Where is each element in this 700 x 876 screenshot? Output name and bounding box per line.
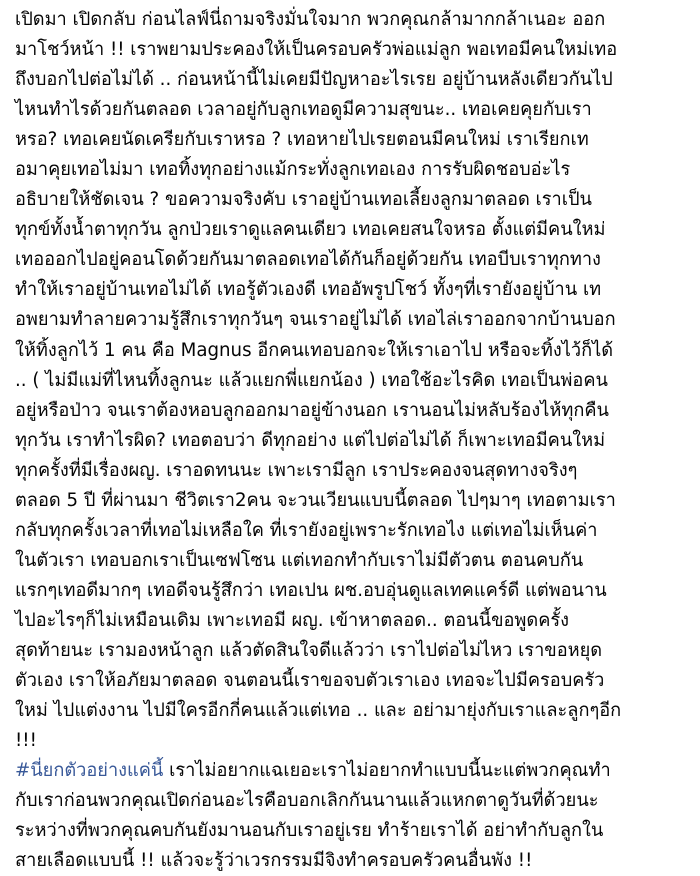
post-line: เปิดมา เปิดกลับ ก่อนไลฟ์นี่ถามจริงมั่นใจมาก พวกคุณกล้ามากกล้าเนอะ ออก [15, 9, 606, 30]
post-line: ในตัวเรา เทอบอกเราเป็นเซฟโซน แต่เทอกทำกับเราไม่มีตัวตน ตอนคบกัน [15, 549, 584, 571]
post-body [15, 5, 695, 876]
post-line: อพยามทำลายความรู้สึกเราทุกวันๆ จนเราอยู่ไม่ได้ เทอไล่เราออกจากบ้านบอก [15, 309, 616, 331]
post-line: สุดท้ายนะ เรามองหน้าลูก แล้วตัดสินใจดีแล้วว่า เราไปต่อไม่ไหว เราขอหยุด [15, 639, 603, 661]
post-line-text: เราไม่อยากแฉเยอะเราไม่อยากทำแบบนี้นะแต่พวกคุณทำ [163, 760, 611, 782]
post-line: !!! [15, 730, 37, 752]
post-line: เทอออกไปอยู่คอนโดด้วยกันมาตลอดเทอได้กันก็อยู่ด้วยกัน เทอบีบเราทุกทาง [15, 249, 601, 271]
post-line: .. ( ไม่มีแม่ที่ไหนทิ้งลูกนะ แล้วแยกพี่แยกน้อง ) เทอใช้อะไรคิด เทอเป็นพ่อคน [15, 369, 608, 391]
post-line: อยู่หรือป่าว จนเราต้องหอบลูกออกมาอยู่ข้างนอก เรานอนไม่หลับร้องไห้ทุกคืน [15, 399, 609, 421]
post-line: กับเราก่อนพวกคุณเปิดก่อนอะไรคือบอกเลิกกันนานแล้วแหกตาดูวันที่ด้วยนะ [15, 790, 599, 812]
post-line: สายเลือดแบบนี้ !! แล้วจะรู้ว่าเวรกรรมมีจิงทำครอบครัวคนอื่นพัง !! [15, 850, 533, 872]
post-line: ทุกข์ทั้งน้ำตาทุกวัน ลูกป่วยเราดูแลคนเดียว เทอเคยสนใจหรอ ตั้งแต่มีคนใหม่ [15, 219, 606, 241]
post-line: ตลอด 5 ปี ที่ผ่านมา ชีวิตเรา2คน จะวนเวียนแบบนี้ตลอด ไปๆมาๆ เทอตามเรา [15, 489, 616, 511]
hashtag-link[interactable]: #นี่ยกตัวอย่างแค่นี้ [15, 760, 164, 782]
post-line: ทำให้เราอยู่บ้านเทอไม่ได้ เทอรู้ตัวเองดี เทออัพรูปโชว์ ทั้งๆที่เรายังอยู่บ้าน เท [15, 279, 602, 301]
post-line: ไหนทำไรด้วยกันตลอด เวลาอยู่กับลูกเทอดูมีความสุขนะ.. เทอเคยคุยกับเรา [15, 99, 592, 121]
post-line: ให้ทิ้งลูกไว้ 1 คน คือ Magnus อีกคนเทอบอกจะให้เราเอาไป หรือจะทิ้งไว้ก็ได้ [15, 339, 614, 361]
post-line: แรกๆเทอดีมากๆ เทอดีจนรู้สึกว่า เทอเปน ผช.อบอุ่นดูแลเทคแคร์ดี แต่พอนาน [15, 579, 607, 601]
post-line: ตัวเอง เราให้อภัยมาตลอด จนตอนนี้เราขอจบตัวเราเอง เทอจะไปมีครอบครัว [15, 670, 605, 692]
post-line: อมาคุยเทอไม่มา เทอทิ้งทุกอย่างแม้กระทั่งลูกเทอเอง การรับผิดชอบอ่ะไร [15, 159, 571, 181]
post-line: กลับทุกครั้งเวลาที่เทอไม่เหลือใค ที่เรายังอยู่เพราะรักเทอไง แต่เทอไม่เห็นค่า [15, 519, 598, 541]
post-line: ระหว่างที่พวกคุณคบกันยังมานอนกับเราอยู่เรย ทำร้ายเราได้ อย่าทำกับลูกใน [15, 820, 604, 842]
post-line: อธิบายให้ชัดเจน ? ขอความจริงคับ เราอยู่บ้านเทอเลี้ยงลูกมาตลอด เราเป็น [15, 189, 592, 211]
post-line: ทุกวัน เราทำไรผิด? เทอตอบว่า ดีทุกอย่าง แต่ไปต่อไม่ได้ ก็เพาะเทอมีคนใหม่ [15, 429, 606, 451]
post-line: ใหม่ ไปแต่งงาน ไปมีใครอีกกี่คนแล้วแต่เทอ .. และ อย่ามายุ่งกับเราและลูกๆอีก [15, 700, 622, 722]
post-line: ถึงบอกไปต่อไม่ได้ .. ก่อนหน้านี้ไม่เคยมีปัญหาอะไรเรย อยู่บ้านหลังเดียวกันไป [15, 69, 613, 91]
post-line: หรอ? เทอเคยนัดเครียกับเราหรอ ? เทอหายไปเรยตอนมีคนใหม่ เราเรียกเท [15, 129, 589, 151]
post-line: ทุกครั้งที่มีเรื่องผญ. เราอดทนนะ เพาะเรามีลูก เราประคองจนสุดทางจริงๆ [15, 459, 578, 481]
post-line-with-hashtag [15, 756, 695, 786]
post-line: มาโชว์หน้า !! เราพยามประคองให้เป็นครอบครัวพ่อแม่ลูก พอเทอมีคนใหม่เทอ [15, 39, 618, 61]
post-line: ไปอะไรๆก็ไม่เหมือนเดิม เพาะเทอมี ผญ. เข้าหาตลอด.. ตอนนี้ขอพูดครั้ง [15, 609, 570, 631]
